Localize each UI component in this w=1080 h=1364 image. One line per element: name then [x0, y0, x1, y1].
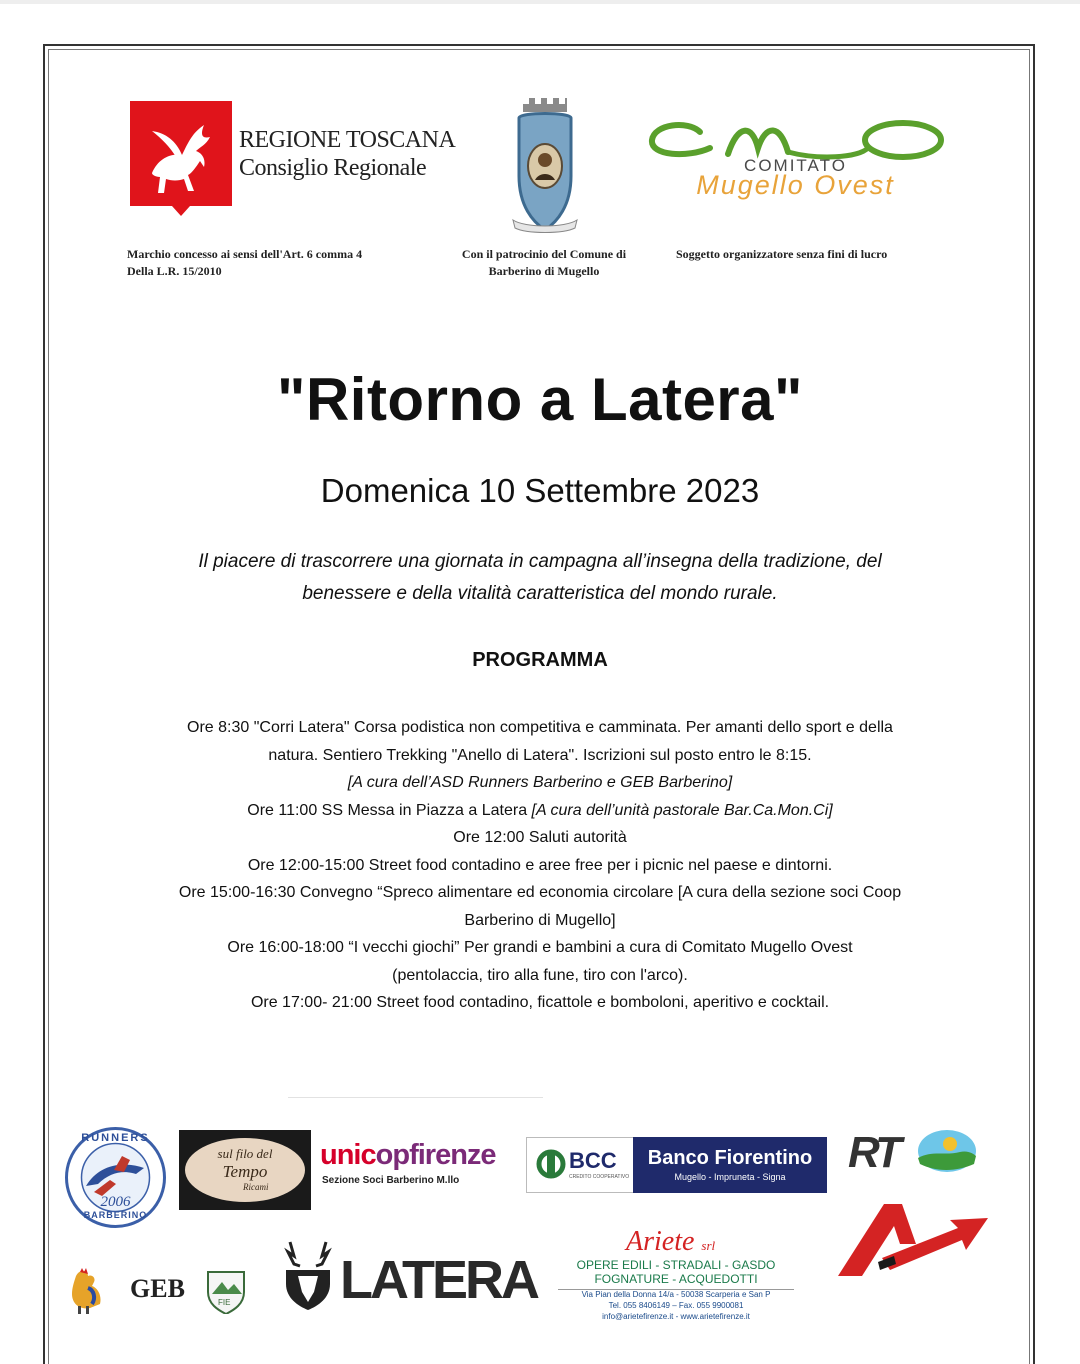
filo-line3: Ricami — [243, 1182, 269, 1192]
geb-text: GEB — [130, 1274, 185, 1303]
programma-line: [A cura dell’ASD Runners Barberino e GEB Barberino] — [347, 774, 733, 791]
programma-heading: PROGRAMMA — [472, 649, 608, 671]
programma-line: Ore 17:00- 21:00 Street food contadino, ficattole e bomboloni, aperitivo e cocktail. — [250, 994, 830, 1011]
regione-toscana-logo — [130, 101, 456, 216]
sponsor-divider — [288, 1097, 543, 1098]
filo-oval — [185, 1138, 305, 1202]
unicoop-wordmark — [320, 1139, 496, 1172]
fie-shield-icon — [204, 1268, 248, 1314]
programma-line: Ore 12:00-15:00 Street food contadino e aree free per i picnic nel paese e dintorni. — [247, 856, 833, 874]
banco-block — [633, 1137, 827, 1193]
ariete-line3: Via Pian della Donna 14/a - 50038 Scarperia e San P — [558, 1289, 794, 1299]
programma-line-text: Ore 11:00 SS Messa in Piazza a Latera — [247, 801, 532, 819]
runners-top-text: RUNNERS — [81, 1132, 150, 1144]
caption-center-line2: Barberino di Mugello — [488, 264, 600, 278]
top-divider — [0, 0, 1080, 4]
banco-subtext: Mugello - Impruneta - Signa — [674, 1172, 786, 1182]
programma-line: Ore 15:00-16:30 Convegno “Spreco alimentare ed economia circolare [A cura della sezione soci Coop — [178, 884, 902, 901]
unicoop-part1: unic — [320, 1139, 376, 1171]
latera-text: LATERA — [340, 1250, 537, 1310]
programma-line: Ore 12:00 Saluti autorità — [453, 829, 627, 846]
unicoop-firenze-logo — [320, 1139, 520, 1194]
programma-line-note: [A cura dell’unità pastorale Bar.Ca.Mon.Ci] — [531, 801, 833, 819]
caption-center — [430, 246, 658, 280]
programma-line: natura. Sentiero Trekking "Anello di Latera". Iscrizioni sul posto entro le 8:15. — [268, 746, 812, 764]
programma-line: Ore 8:30 "Corri Latera" Corsa podistica non competitiva e camminata. Per amanti dello sport e della — [187, 719, 893, 736]
event-date: Domenica 10 Settembre 2023 — [320, 472, 760, 509]
comitato-mugello-ovest-logo — [648, 118, 948, 203]
sul-filo-del-tempo-logo — [179, 1130, 311, 1210]
red-arrow-icon — [838, 1198, 990, 1280]
unicoop-part2: op — [375, 1139, 410, 1171]
programma-line: (pentolaccia, tiro alla fune, tiro con l'arco). — [392, 966, 688, 984]
ariete-srl-logo — [558, 1226, 794, 1326]
regione-line1: REGIONE TOSCANA — [239, 127, 456, 153]
bcc-text: BCC — [569, 1148, 617, 1173]
programma-line: Barberino di Mugello] — [464, 911, 616, 929]
intro-line1: Il piacere di trascorrere una giornata in campagna all’insegna della tradizione, del — [198, 551, 882, 572]
programma-line — [120, 797, 960, 825]
programma-line: Ore 16:00-18:00 “I vecchi giochi” Per grandi e bambini a cura di Comitato Mugello Ovest — [227, 939, 853, 956]
rooster-icon — [66, 1268, 106, 1314]
caption-left-line2: Della L.R. 15/2010 — [127, 264, 222, 278]
bcc-subtext: CREDITO COOPERATIVO — [569, 1174, 630, 1180]
ariete-line2: FOGNATURE - ACQUEDOTTI — [594, 1272, 758, 1286]
comitato-line2: Mugello Ovest — [696, 170, 895, 200]
bcc-mark-icon — [535, 1148, 567, 1180]
regione-line2: Consiglio Regionale — [239, 155, 427, 181]
rt-text: RT — [848, 1128, 898, 1177]
arrow-a-logo — [838, 1198, 990, 1280]
fie-text: FIE — [218, 1298, 231, 1307]
bcc-banco-fiorentino-logo — [526, 1137, 827, 1193]
caption-center-line1: Con il patrocinio del Comune di — [461, 247, 627, 261]
unicoop-part3: firenze — [409, 1139, 496, 1171]
ariete-line5: info@arietefirenze.it - www.arietefirenze.it — [602, 1312, 750, 1321]
filo-line2: Tempo — [222, 1162, 268, 1181]
ariete-name-text: Ariete — [626, 1226, 695, 1257]
ariete-line1: OPERE EDILI - STRADALI - GASDO — [576, 1258, 776, 1272]
runners-bottom-text: BARBERINO — [83, 1210, 148, 1220]
caption-left — [127, 246, 427, 280]
geb-logo — [66, 1268, 256, 1316]
caption-right — [676, 246, 956, 263]
filo-line1: sul filo del — [217, 1146, 273, 1161]
bcc-block — [526, 1137, 635, 1193]
programma-list — [120, 714, 960, 1017]
comitato-line1: COMITATO — [744, 156, 847, 175]
rt-logo — [848, 1128, 978, 1176]
ariete-name — [626, 1226, 715, 1258]
rt-hills-icon — [916, 1128, 978, 1174]
unicoop-subtitle: Sezione Soci Barberino M.llo — [322, 1175, 460, 1186]
intro-line2: benessere e della vitalità caratteristica del mondo rurale. — [302, 583, 778, 604]
ariete-srl-text: srl — [701, 1238, 716, 1253]
banco-text: Banco Fiorentino — [647, 1147, 813, 1169]
coat-of-arms-icon — [505, 96, 585, 246]
event-title: "Ritorno a Latera" — [277, 366, 803, 433]
latera-logo — [280, 1240, 537, 1312]
event-intro — [150, 546, 930, 610]
deer-icon — [280, 1240, 336, 1312]
barberino-coat-of-arms — [505, 96, 585, 246]
runners-year: 2006 — [100, 1194, 131, 1210]
runners-barberino-logo — [64, 1126, 167, 1229]
caption-left-line1: Marchio concesso ai sensi dell'Art. 6 comma 4 — [127, 247, 363, 261]
ariete-line4: Tel. 055 8406149 – Fax. 055 9900081 — [608, 1301, 744, 1310]
caption-right-line1: Soggetto organizzatore senza fini di lucro — [676, 247, 888, 261]
pegasus-icon — [130, 101, 232, 216]
